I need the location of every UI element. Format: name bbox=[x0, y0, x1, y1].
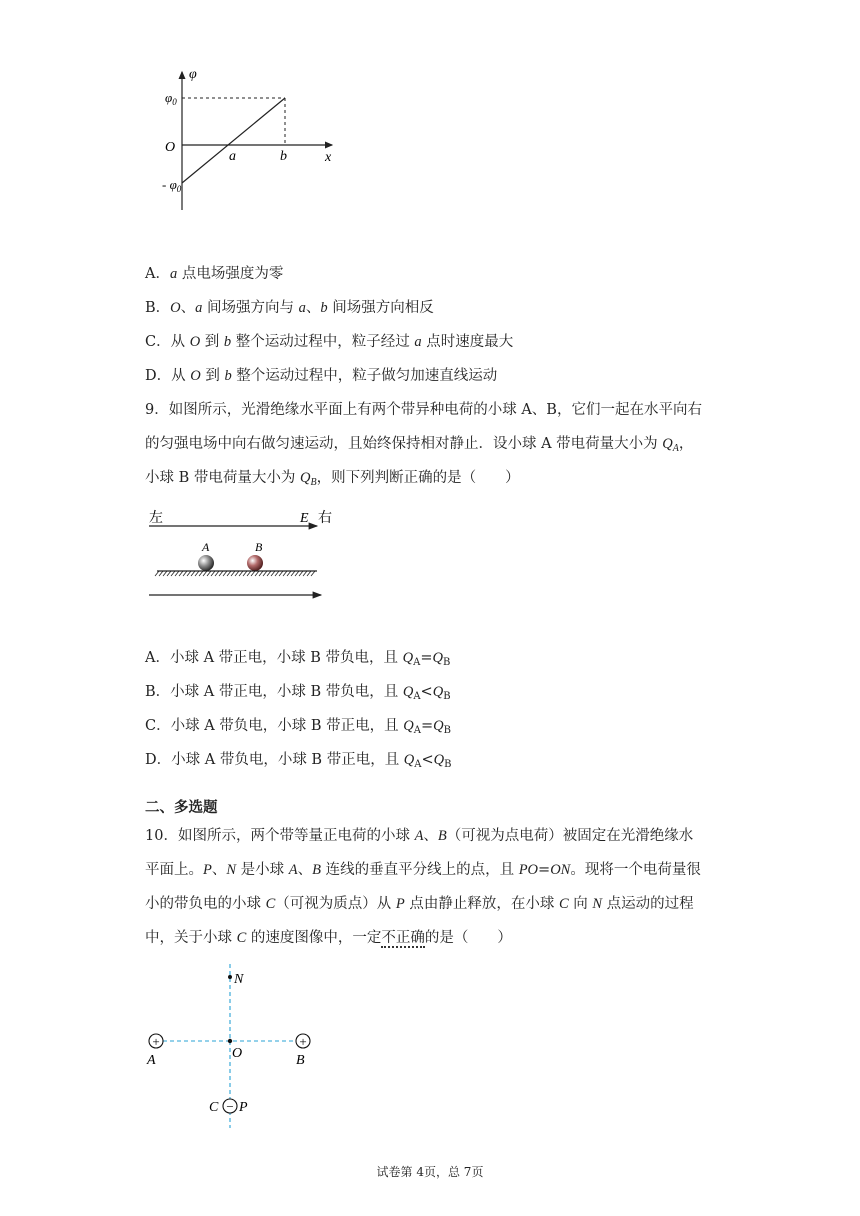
x-axis-label: x bbox=[325, 150, 332, 165]
hatch-mark bbox=[287, 571, 291, 576]
field-e-label: E bbox=[300, 511, 309, 526]
hatch-mark bbox=[207, 571, 211, 576]
hatch-mark bbox=[255, 571, 259, 576]
ball-a bbox=[198, 555, 214, 571]
neg-phi0-label: - $\varphi_0$ bbox=[162, 177, 182, 194]
hatch-mark bbox=[239, 571, 243, 576]
phi0-label: $\varphi_0$ bbox=[165, 90, 177, 107]
point-p-label: P bbox=[239, 1100, 248, 1115]
page-footer: 试卷第 4页，总 7页 bbox=[376, 1165, 484, 1179]
hatch-mark bbox=[171, 571, 175, 576]
q8-option-a: A．a 点电场强度为零 bbox=[145, 266, 284, 282]
hatch-mark bbox=[183, 571, 187, 576]
ball-b-label: B bbox=[255, 540, 263, 554]
hatch-mark bbox=[267, 571, 271, 576]
charge-a-sign: + bbox=[152, 1034, 160, 1049]
q9-option-b: B．小球 A 带正电，小球 B 带负电，且 $Q_A<Q_B$ bbox=[145, 684, 451, 702]
hatch-mark bbox=[235, 571, 239, 576]
hatch-mark bbox=[179, 571, 183, 576]
q8-option-b: B．O、a 间场强方向与 a、b 间场强方向相反 bbox=[145, 300, 434, 316]
point-a-label: a bbox=[229, 149, 236, 164]
point-o-dot bbox=[228, 1039, 232, 1043]
hatch-mark bbox=[191, 571, 195, 576]
hatch-mark bbox=[187, 571, 191, 576]
ground-hatch bbox=[155, 571, 315, 576]
hatch-mark bbox=[279, 571, 283, 576]
hatch-mark bbox=[291, 571, 295, 576]
ball-c-label: C bbox=[209, 1100, 219, 1115]
q9-option-c: C．小球 A 带负电，小球 B 带正电，且 $Q_A=Q_B$ bbox=[145, 718, 451, 736]
ball-c-sign: − bbox=[226, 1099, 234, 1114]
point-o-label: O bbox=[232, 1046, 243, 1061]
ball-a-label: A bbox=[202, 540, 210, 554]
phi-x-graph bbox=[160, 68, 350, 218]
hatch-mark bbox=[219, 571, 223, 576]
q9-option-d: D．小球 A 带负电，小球 B 带正电，且 $Q_A<Q_B$ bbox=[145, 752, 452, 770]
hatch-mark bbox=[195, 571, 199, 576]
hatch-mark bbox=[263, 571, 267, 576]
point-n-label: N bbox=[234, 972, 244, 987]
q8-option-c: C．从 O 到 b 整个运动过程中，粒子经过 a 点时速度最大 bbox=[145, 334, 514, 350]
field-figure bbox=[145, 505, 335, 605]
emphasis-dots: 不正确 bbox=[381, 930, 425, 946]
y-axis-label: φ bbox=[189, 67, 197, 82]
charge-b-sign: + bbox=[299, 1034, 307, 1049]
q9-option-a: A．小球 A 带正电，小球 B 带负电，且 $Q_A=Q_B$ bbox=[145, 650, 451, 668]
q10-line-4: 中，关于小球 C 的速度图像中，一定不正确的是（ ） bbox=[145, 930, 512, 946]
hatch-mark bbox=[155, 571, 159, 576]
hatch-mark bbox=[175, 571, 179, 576]
hatch-mark bbox=[295, 571, 299, 576]
hatch-mark bbox=[283, 571, 287, 576]
hatch-mark bbox=[167, 571, 171, 576]
hatch-mark bbox=[259, 571, 263, 576]
q10-line-2: 平面上。P、N 是小球 A、B 连线的垂直平分线上的点，且 PO=ON。现将一个电荷量很 bbox=[145, 862, 701, 878]
hatch-mark bbox=[203, 571, 207, 576]
charge-a-label: A bbox=[147, 1053, 156, 1068]
hatch-mark bbox=[231, 571, 235, 576]
potential-line bbox=[182, 98, 285, 183]
right-label: 右 bbox=[318, 511, 332, 526]
ball-b bbox=[247, 555, 263, 571]
hatch-mark bbox=[243, 571, 247, 576]
q8-option-d: D．从 O 到 b 整个运动过程中，粒子做匀加速直线运动 bbox=[145, 368, 498, 384]
origin-label: O bbox=[165, 140, 176, 155]
point-b-label: b bbox=[280, 149, 287, 164]
hatch-mark bbox=[307, 571, 311, 576]
charge-b-label: B bbox=[296, 1053, 305, 1068]
hatch-mark bbox=[215, 571, 219, 576]
q10-line-3: 小的带负电的小球 C（可视为质点）从 P 点由静止释放，在小球 C 向 N 点运动的过程 bbox=[145, 896, 694, 912]
hatch-mark bbox=[275, 571, 279, 576]
hatch-mark bbox=[159, 571, 163, 576]
hatch-mark bbox=[163, 571, 167, 576]
section-heading: 二、多选题 bbox=[145, 799, 218, 816]
hatch-mark bbox=[227, 571, 231, 576]
hatch-mark bbox=[223, 571, 227, 576]
hatch-mark bbox=[271, 571, 275, 576]
hatch-mark bbox=[303, 571, 307, 576]
hatch-mark bbox=[311, 571, 315, 576]
point-n-dot bbox=[228, 975, 232, 979]
hatch-mark bbox=[251, 571, 255, 576]
q9-line-3: 小球 B 带电荷量大小为 $Q_B$，则下列判断正确的是（ ） bbox=[145, 470, 520, 488]
hatch-mark bbox=[247, 571, 251, 576]
q9-line-1: 9．如图所示，光滑绝缘水平面上有两个带异种电荷的小球 A、B，它们一起在水平向右 bbox=[145, 402, 702, 418]
left-label: 左 bbox=[149, 511, 163, 526]
q9-line-2: 的匀强电场中向右做匀速运动，且始终保持相对静止．设小球 A 带电荷量大小为 $Q_A$， bbox=[145, 436, 694, 454]
hatch-mark bbox=[299, 571, 303, 576]
q10-line-1: 10．如图所示，两个带等量正电荷的小球 A、B（可视为点电荷）被固定在光滑绝缘水 bbox=[145, 828, 694, 844]
charges-figure bbox=[140, 960, 330, 1130]
hatch-mark bbox=[199, 571, 203, 576]
hatch-mark bbox=[211, 571, 215, 576]
